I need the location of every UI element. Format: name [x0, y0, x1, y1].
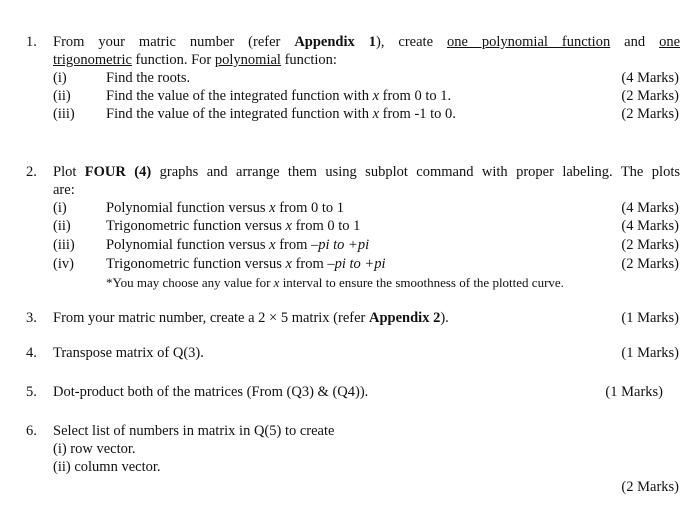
marks-label: (1 Marks) — [621, 310, 679, 326]
question-number: 3. — [26, 310, 37, 326]
sub-item-numeral: (ii) — [53, 88, 71, 104]
question-number: 4. — [26, 345, 37, 361]
question-2-line-1: Plot FOUR (4) graphs and arrange them using subplot command with proper labeling. The plots — [53, 164, 680, 180]
question-number: 6. — [26, 423, 37, 439]
question-6-text: Select list of numbers in matrix in Q(5) to create — [53, 423, 335, 439]
question-number: 1. — [26, 34, 37, 50]
marks-label: (1 Marks) — [621, 345, 679, 361]
marks-label: (2 Marks) — [621, 106, 679, 122]
question-2-line-2: are: — [53, 182, 75, 198]
question-6-sub-2: (ii) column vector. — [53, 459, 161, 475]
question-6-sub-1: (i) row vector. — [53, 441, 136, 457]
marks-label: (4 Marks) — [621, 218, 679, 234]
sub-item-numeral: (ii) — [53, 218, 71, 234]
marks-label: (2 Marks) — [621, 88, 679, 104]
sub-item-text: Find the value of the integrated function with x from 0 to 1. — [106, 88, 452, 104]
sub-item-text: Find the value of the integrated function with x from -1 to 0. — [106, 106, 456, 122]
footnote: *You may choose any value for x interval to ensure the smoothness of the plotted curve. — [106, 275, 564, 290]
sub-item-numeral: (i) — [53, 70, 67, 86]
question-3-text: From your matric number, create a 2 × 5 matrix (refer Appendix 2). — [53, 310, 449, 326]
marks-label: (1 Marks) — [605, 384, 663, 400]
question-number: 2. — [26, 164, 37, 180]
marks-label: (2 Marks) — [621, 479, 679, 495]
question-number: 5. — [26, 384, 37, 400]
marks-label: (2 Marks) — [621, 237, 679, 253]
sub-item-text: Find the roots. — [106, 70, 191, 86]
question-1-line-2: trigonometric function. For polynomial function: — [53, 52, 337, 68]
question-5-text: Dot-product both of the matrices (From (Q3) & (Q4)). — [53, 384, 369, 400]
sub-item-numeral: (i) — [53, 200, 67, 216]
sub-item-numeral: (iii) — [53, 106, 75, 122]
sub-item-text: Polynomial function versus x from –pi to +pi — [106, 237, 370, 253]
question-4-text: Transpose matrix of Q(3). — [53, 345, 204, 361]
sub-item-numeral: (iv) — [53, 256, 74, 272]
question-1-line-1: From your matric number (refer Appendix 1), create one polynomial function and one — [53, 34, 680, 50]
sub-item-text: Polynomial function versus x from 0 to 1 — [106, 200, 345, 216]
sub-item-text: Trigonometric function versus x from –pi to +pi — [106, 256, 386, 272]
sub-item-text: Trigonometric function versus x from 0 to 1 — [106, 218, 361, 234]
marks-label: (4 Marks) — [621, 200, 679, 216]
marks-label: (4 Marks) — [621, 70, 679, 86]
marks-label: (2 Marks) — [621, 256, 679, 272]
sub-item-numeral: (iii) — [53, 237, 75, 253]
